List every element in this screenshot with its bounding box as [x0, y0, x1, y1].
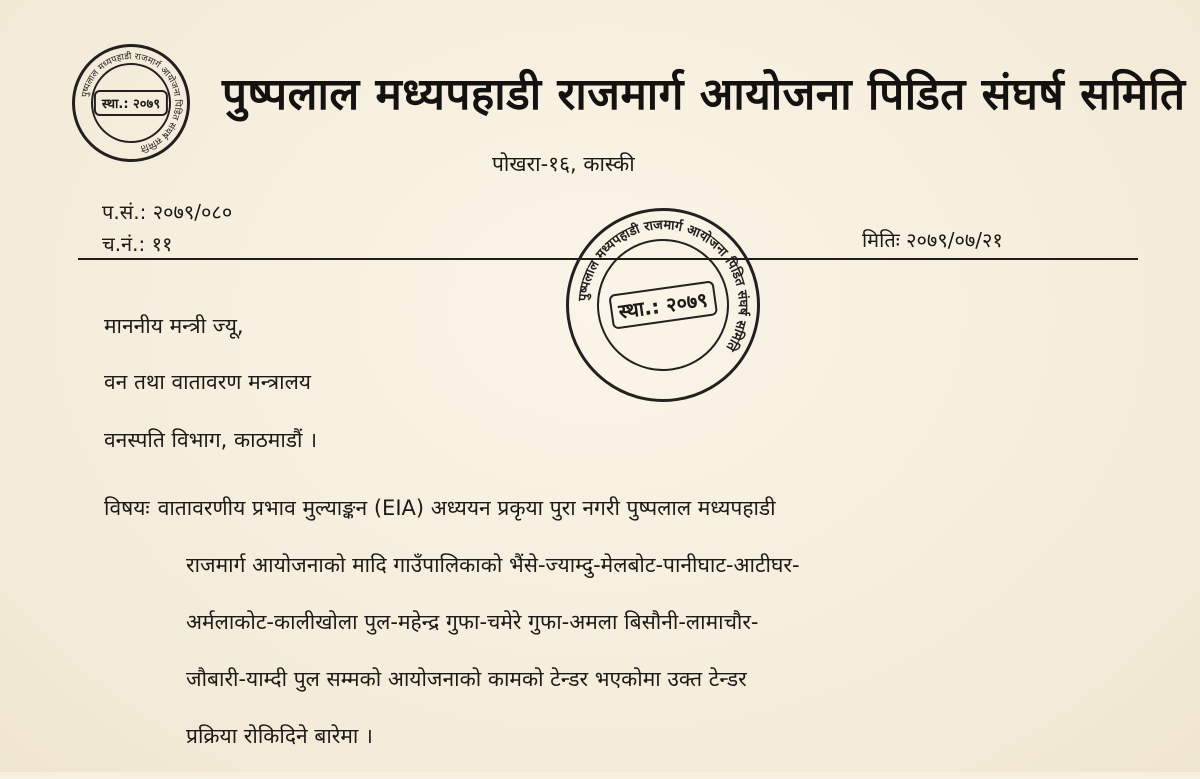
seal-establishment-year: स्था.: २०७९ — [94, 90, 168, 116]
subject-line — [104, 494, 1052, 551]
subject-text: अर्मलाकोट-कालीखोला पुल-महेन्द्र गुफा-चमेरे गुफा-अमला बिसौनी-लामाचौर- — [186, 610, 759, 634]
organization-title: पुष्पलाल मध्यपहाडी राजमार्ग आयोजना पिडित संघर्ष समिति — [222, 69, 1186, 120]
organization-seal-middle — [553, 195, 772, 414]
subject-label: विषयः — [104, 496, 150, 520]
subject-text: वातावरणीय प्रभाव मुल्याङ्कन (EIA) अध्ययन प्रकृया पुरा नगरी पुष्पलाल मध्यपहाडी — [157, 496, 776, 520]
subject-text: जौबारी-याम्दी पुल सम्मको आयोजनाको कामको टेन्डर भएकोमा उक्त टेन्डर — [186, 667, 747, 691]
subject-line — [104, 722, 1052, 779]
recipient-ministry: वन तथा वातावरण मन्त्रालय — [104, 370, 311, 394]
reference-number: प.सं.: २०७९/०८० — [102, 200, 233, 224]
seal-establishment-year: स्था.: २०७९ — [608, 280, 717, 329]
organization-address: पोखरा-१६, कास्की — [492, 152, 635, 176]
subject-line — [104, 551, 1052, 608]
subject-line — [104, 608, 1052, 665]
subject-text: प्रक्रिया रोकिदिने बारेमा । — [186, 724, 373, 748]
svg-text:पुष्पलाल मध्यपहाडी राजमार्ग आय: पुष्पलाल मध्यपहाडी राजमार्ग आयोजना पिडित संघर्ष समिति — [576, 217, 751, 354]
svg-text:पुष्पलाल मध्यपहाडी राजमार्ग आय: पुष्पलाल मध्यपहाडी राजमार्ग आयोजना पिडित संघर्ष समिति — [80, 51, 183, 153]
organization-seal-top — [72, 44, 190, 162]
subject-line — [104, 665, 1052, 722]
recipient-salutation: माननीय मन्त्री ज्यू, — [104, 314, 244, 338]
dispatch-number: च.नं.: ११ — [102, 232, 173, 256]
subject-block — [104, 494, 1052, 779]
recipient-department: वनस्पति विभाग, काठमाडौं । — [104, 428, 318, 452]
subject-text: राजमार्ग आयोजनाको मादि गाउँपालिकाको भैंसे-ज्याम्दु-मेलबोट-पानीघाट-आटीघर- — [186, 553, 800, 577]
letter-date: मितिः २०७९/०७/२१ — [862, 228, 1003, 252]
